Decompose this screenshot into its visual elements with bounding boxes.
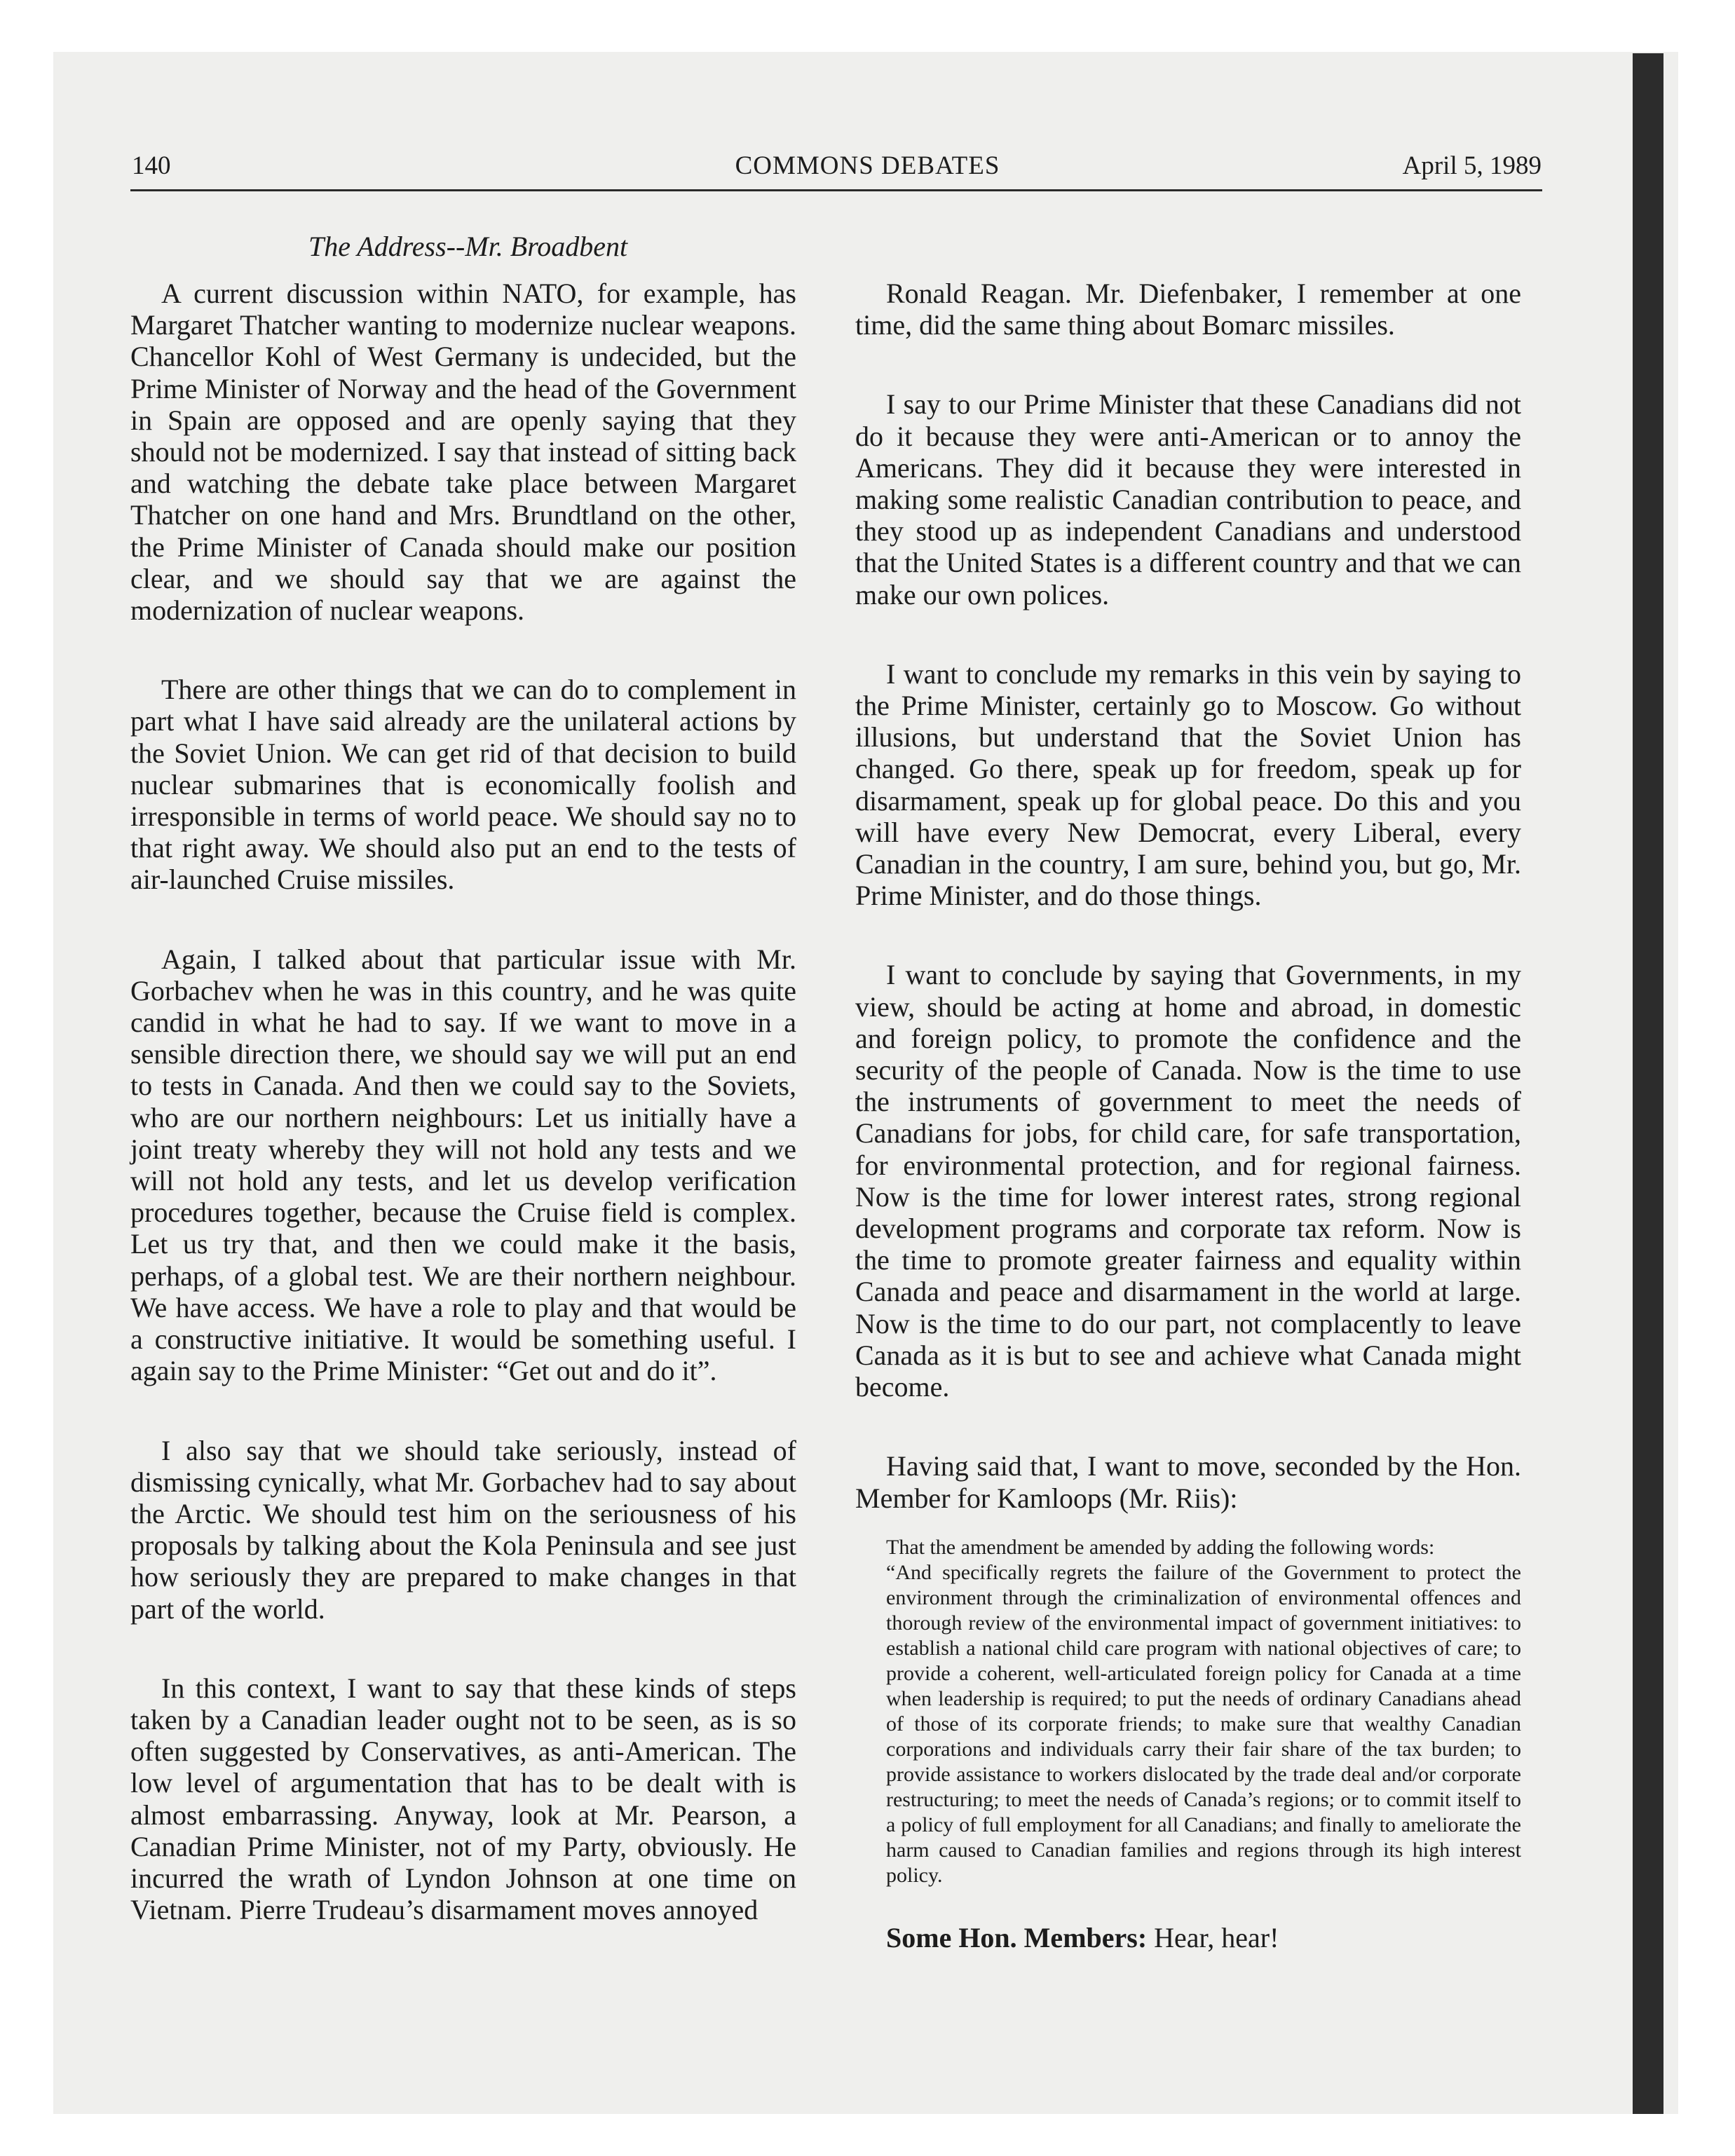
paragraph: I also say that we should take seriously, instead of dismissing cynically, what Mr. Gorbachev had to say about the Arctic. We should test him on the seriousness of his proposals by talking about the Kola Peninsula and see just how seriously they are prepared to make changes in that part of the world. xyxy=(130,1434,796,1625)
paragraph: I want to conclude by saying that Governments, in my view, should be acting at home and abroad, in domestic and foreign policy, to promote the confidence and the security of the people of Canada. Now is the time to use the instruments of government to meet the needs of Canadians for jobs, for child care, for safe transportation, for environmental protection, and for regional fairness. Now is the time for lower interest rates, strong regional development programs and corporate tax reform. Now is the time to promote greater fairness and equality within Canada and peace and disarmament in the world at large. Now is the time to do our part, not complacently to leave Canada as it is but to see and achieve what Canada might become. xyxy=(855,959,1521,1403)
paragraph: I want to conclude my remarks in this vein by saying to the Prime Minister, certainly go to Moscow. Go without illusions, but understand that the Soviet Union has changed. Go there, speak up for freedom, speak up for disarmament, speak up for global peace. Do this and you will have every New Democrat, every Liberal, every Canadian in the country, I am sure, behind you, but go, Mr. Prime Minister, and do those things. xyxy=(855,657,1521,912)
motion-block xyxy=(855,1535,1521,1888)
header-rule xyxy=(130,189,1542,191)
page-number: 140 xyxy=(132,151,171,180)
issue-date: April 5, 1989 xyxy=(1402,151,1542,180)
left-column xyxy=(130,278,796,1925)
paragraph: A current discussion within NATO, for example, has Margaret Thatcher wanting to modernize nuclear weapons. Chancellor Kohl of West Germany is undecided, but the Prime Minister of Norway and the head of the Government in Spain are opposed and are openly saying that they should not be modernized. I say that instead of sitting back and watching the debate take place between Margaret Thatcher on one hand and Mrs. Brundtland on the other, the Prime Minister of Canada should make our position clear, and we should say that we are against the modernization of nuclear weapons. xyxy=(130,278,796,627)
running-head: The Address--Mr. Broadbent xyxy=(308,231,628,262)
motion-text: “And specifically regrets the failure of the Government to protect the environment through the criminalization of environmental offences and thorough review of the environmental impact of government initiatives: to establish a national child care program with national objectives of care; to provide a coherent, well-articulated foreign policy for Canada at a time when leadership is required; to put the needs of ordinary Canadians ahead of those of its corporate friends; to make sure that wealthy Canadian corporations and individuals carry their fair share of the tax burden; to provide assistance to workers dislocated by the trade deal and/or corporate restructuring; to meet the needs of Canada’s regions; or to commit itself to a policy of full employment for all Canadians; and finally to ameliorate the harm caused to Canadian families and regions through its high interest policy. xyxy=(886,1560,1521,1887)
right-column xyxy=(855,278,1521,1953)
paragraph: There are other things that we can do to complement in part what I have said already are the unilateral actions by the Soviet Union. We can get rid of that decision to build nuclear submarines that is economically foolish and irresponsible in terms of world peace. We should say no to that right away. We should also put an end to the tests of air-launched Cruise missiles. xyxy=(130,674,796,896)
paragraph: I say to our Prime Minister that these Canadians did not do it because they were anti-American or to annoy the Americans. They did it because they were interested in making some realistic Canadian contribution to peace, and they stood up as independent Canadians and understood that the United States is a different country and that we can make our own polices. xyxy=(855,388,1521,610)
paragraph: In this context, I want to say that these kinds of steps taken by a Canadian leader ought not to be seen, as is so often suggested by Conservatives, as anti-American. The low level of argumentation that has to be dealt with is almost embarrassing. Anyway, look at Mr. Pearson, a Canadian Prime Minister, not of my Party, obviously. He incurred the wrath of Lyndon Johnson at one time on Vietnam. Pierre Trudeau’s disarmament moves annoyed xyxy=(130,1672,796,1926)
interjection-text: Hear, hear! xyxy=(1154,1921,1279,1953)
paragraph: Again, I talked about that particular issue with Mr. Gorbachev when he was in this country, and he was quite candid in what he had to say. If we want to move in a sensible direction there, we should say we will put an end to tests in Canada. And then we could say to the Soviets, who are our northern neighbours: Let us initially have a joint treaty whereby they will not hold any tests and we will not hold any tests, and let us develop verification procedures together, because the Cruise field is complex. Let us try that, and then we could make it the basis, perhaps, of a global test. We are their northern neighbour. We have access. We have a role to play and that would be a constructive initiative. It would be something useful. I again say to the Prime Minister: “Get out and do it”. xyxy=(130,943,796,1387)
motion-intro: That the amendment be amended by adding the following words: xyxy=(886,1535,1435,1559)
interjection xyxy=(855,1922,1521,1953)
interjection-speaker: Some Hon. Members: xyxy=(886,1921,1148,1953)
publication-title: COMMONS DEBATES xyxy=(735,151,1000,180)
paragraph: Having said that, I want to move, seconded by the Hon. Member for Kamloops (Mr. Riis): xyxy=(855,1450,1521,1514)
paragraph: Ronald Reagan. Mr. Diefenbaker, I remember at one time, did the same thing about Bomarc missiles. xyxy=(855,278,1521,341)
